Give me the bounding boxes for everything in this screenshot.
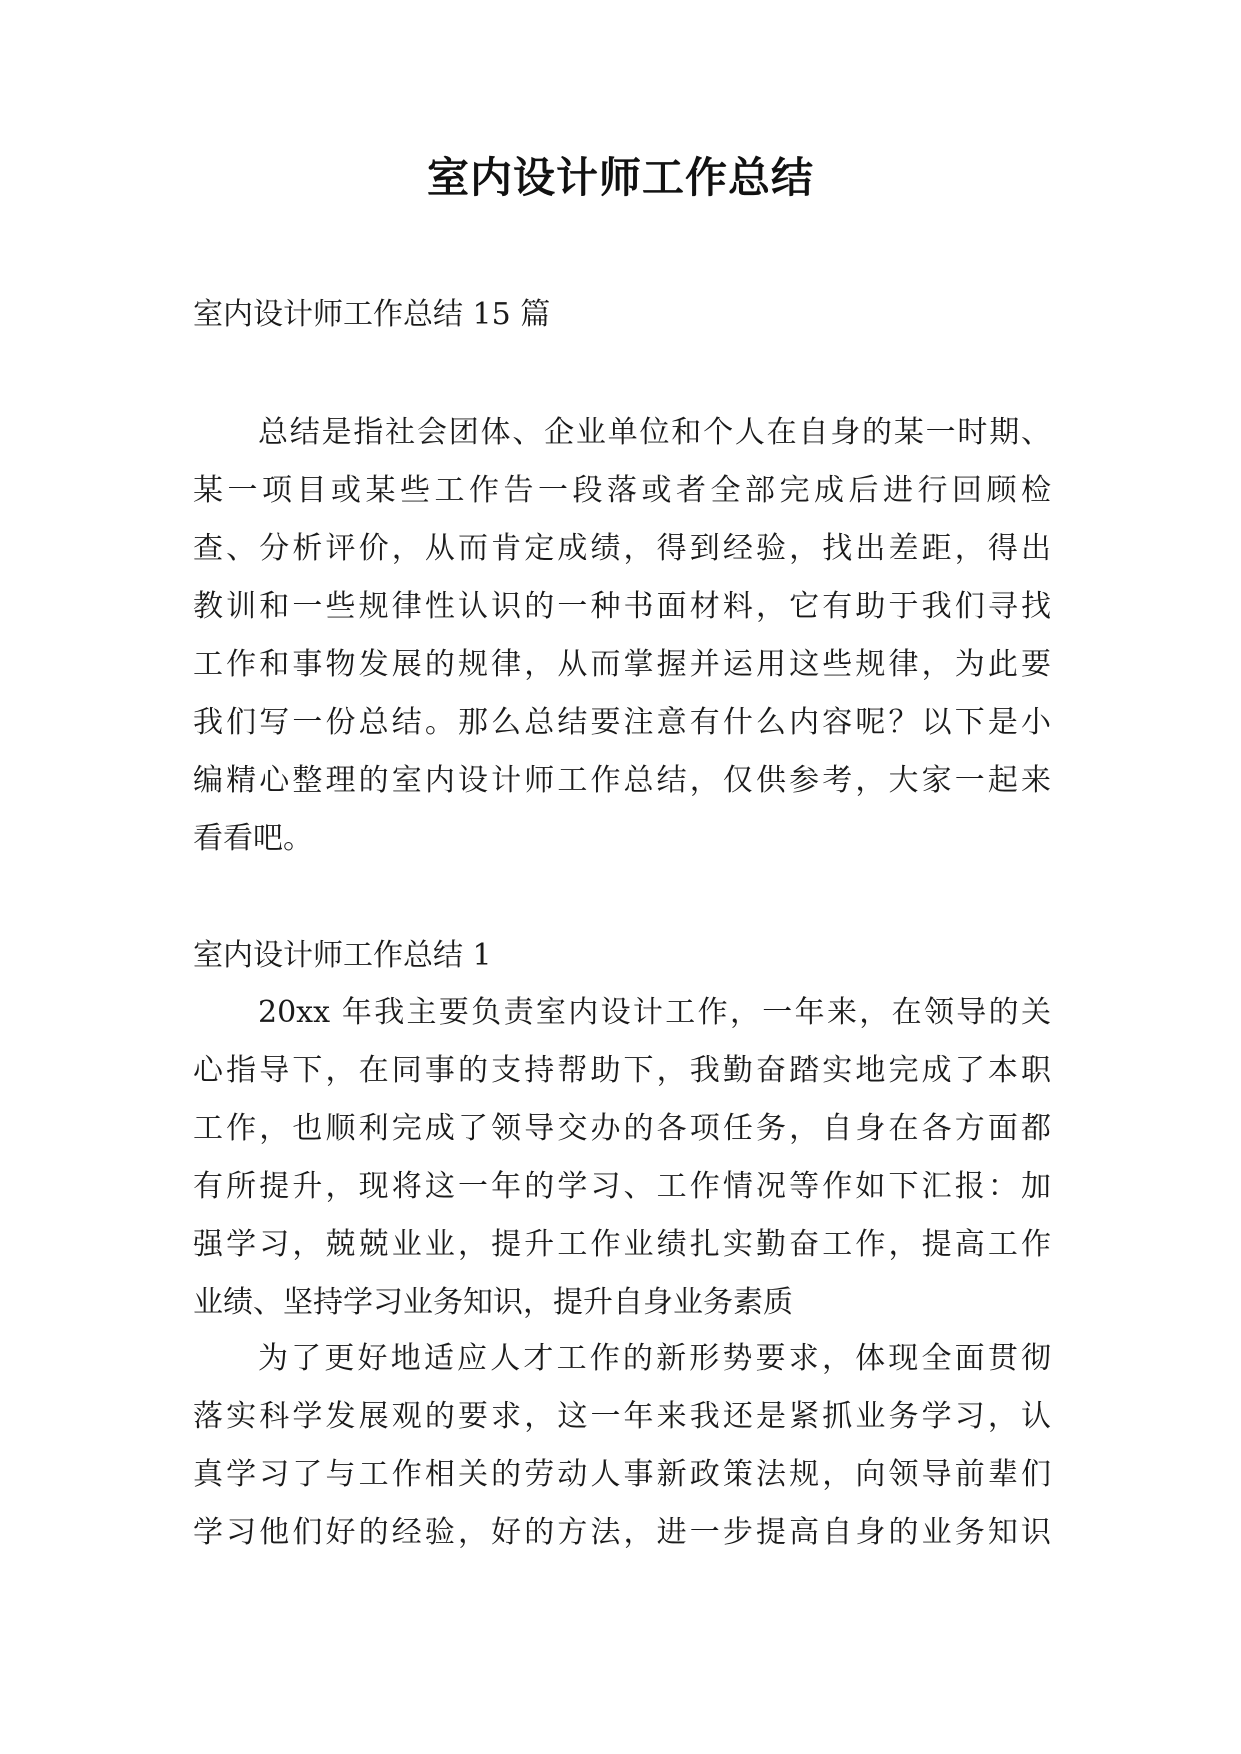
paragraph-line: 20xx 年我主要负责室内设计工作，一年来，在领导的关 — [258, 995, 1051, 1030]
section-heading: 室内设计师工作总结 1 — [193, 938, 492, 973]
document-subtitle: 室内设计师工作总结 15 篇 — [193, 297, 551, 332]
paragraph-line: 总结是指社会团体、企业单位和个人在自身的某一时期、 — [258, 415, 1051, 450]
intro-paragraph — [193, 404, 1051, 868]
paragraph-line: 为了更好地适应人才工作的新形势要求，体现全面贯彻 — [258, 1341, 1051, 1376]
paragraph-line: 某一项目或某些工作告一段落或者全部完成后进行回顾检 — [193, 473, 1051, 508]
section1-paragraph-2 — [193, 1330, 1051, 1562]
paragraph-line: 业绩、坚持学习业务知识，提升自身业务素质 — [193, 1285, 793, 1320]
paragraph-line: 强学习，兢兢业业，提升工作业绩扎实勤奋工作，提高工作 — [193, 1227, 1051, 1262]
paragraph-line: 编精心整理的室内设计师工作总结，仅供参考，大家一起来 — [193, 763, 1051, 798]
paragraph-line: 我们写一份总结。那么总结要注意有什么内容呢？以下是小 — [193, 705, 1051, 740]
paragraph-line: 学习他们好的经验，好的方法，进一步提高自身的业务知识 — [193, 1515, 1051, 1550]
paragraph-line: 查、分析评价，从而肯定成绩，得到经验，找出差距，得出 — [193, 531, 1051, 566]
paragraph-line: 心指导下，在同事的支持帮助下，我勤奋踏实地完成了本职 — [193, 1053, 1051, 1088]
paragraph-line: 教训和一些规律性认识的一种书面材料，它有助于我们寻找 — [193, 589, 1051, 624]
paragraph-line: 真学习了与工作相关的劳动人事新政策法规，向领导前辈们 — [193, 1457, 1051, 1492]
paragraph-line: 工作和事物发展的规律，从而掌握并运用这些规律，为此要 — [193, 647, 1051, 682]
paragraph-line: 有所提升，现将这一年的学习、工作情况等作如下汇报：加 — [193, 1169, 1051, 1204]
paragraph-line: 落实科学发展观的要求，这一年来我还是紧抓业务学习，认 — [193, 1399, 1051, 1434]
paragraph-line: 看看吧。 — [193, 821, 313, 856]
document-title: 室内设计师工作总结 — [426, 153, 814, 202]
paragraph-line: 工作，也顺利完成了领导交办的各项任务，自身在各方面都 — [193, 1111, 1051, 1146]
section1-paragraph-1 — [193, 984, 1051, 1332]
